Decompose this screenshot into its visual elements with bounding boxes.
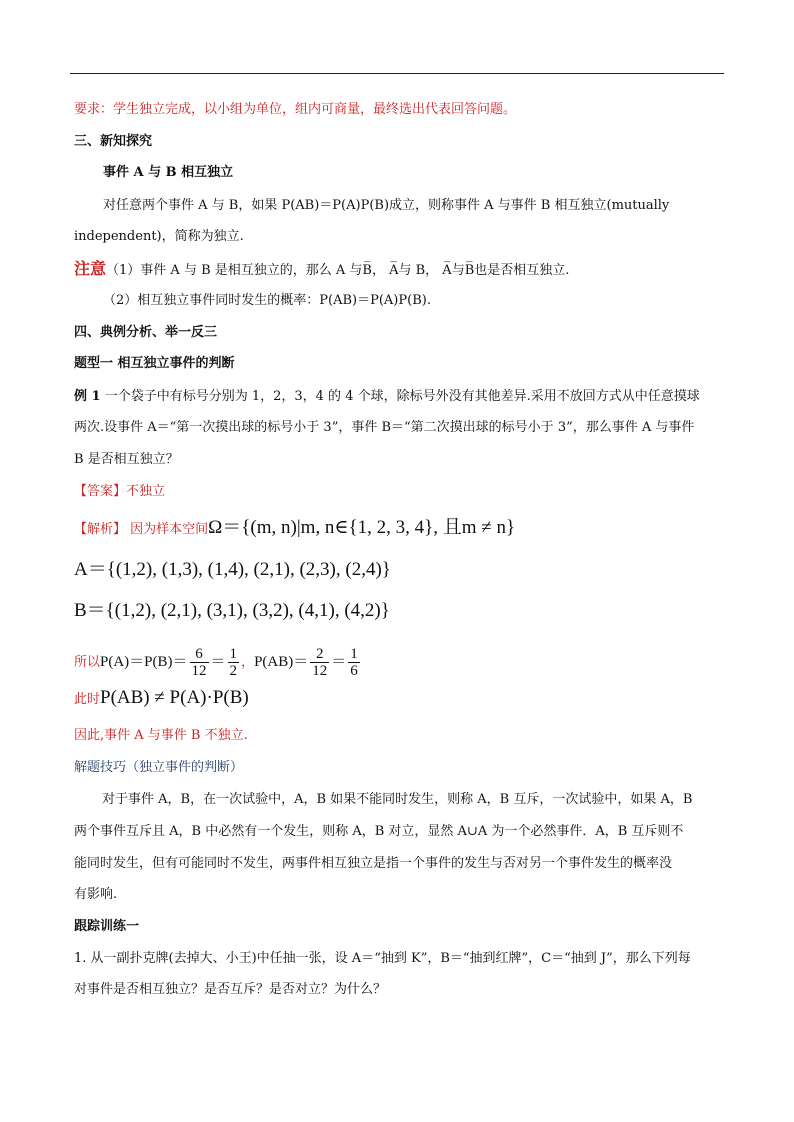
tip-line-2: 两个事件互斥且 A，B 中必然有一个发生，则称 A，B 对立，显然 A∪A 为一个必然事件．A，B 互斥则不 — [74, 824, 684, 839]
answer-label: 【答案】 — [74, 484, 127, 499]
example1-text-1: 一个袋子中有标号分别为 1，2，3，4 的 4 个球，除标号外没有其他差异.采用不放回方式从中任意摸球 — [100, 389, 700, 404]
fraction-denominator: 2 — [229, 663, 238, 679]
analysis-intro: 因为样本空间 — [130, 522, 209, 537]
analysis-label: 【解析】 — [74, 522, 127, 537]
note-line-1 — [74, 259, 569, 281]
example1-label: 例 1 — [74, 389, 101, 404]
tip-line-3: 能同时发生，但有可能同时不发生，两事件相互独立是指一个事件的发生与否对另一个事件发生的概率没 — [74, 856, 673, 871]
fraction-numerator: 2 — [310, 646, 329, 663]
example1-line-2: 两次.设事件 A＝“第一次摸出球的标号小于 3”，事件 B＝“第二次摸出球的标号小于 3”，那么事件 A 与事件 — [74, 420, 695, 435]
tip-title: 解题技巧（独立事件的判断） — [74, 760, 244, 775]
section3-heading: 三、新知探究 — [74, 134, 153, 149]
note-item-2: （2）相互独立事件同时发生的概率：P(AB)＝P(A)P(B). — [103, 293, 431, 308]
answer-line — [74, 482, 165, 502]
fraction-numerator: 1 — [229, 646, 238, 662]
fraction-6-12 — [190, 646, 209, 679]
practice-heading: 跟踪训练一 — [74, 919, 140, 934]
fraction-numerator: 1 — [350, 646, 358, 662]
note-item-1: （1）事件 A 与 B 是相互独立的，那么 A 与B̅， A̅与 B， A̅与B̅也是否相互独立. — [106, 263, 570, 278]
now-label: 此时 — [74, 692, 101, 707]
fraction-1-6 — [348, 646, 360, 679]
separator: ， — [241, 655, 255, 670]
analysis-line — [74, 518, 515, 540]
set-b-formula: B＝{(1,2), (2,1), (3,1), (3,2), (4,1), (4,2)} — [74, 600, 390, 621]
header-rule — [70, 73, 724, 74]
equals-sign: ＝ — [210, 654, 226, 670]
conclusion-text: 因此,事件 A 与事件 B 不独立. — [74, 728, 248, 743]
fraction-2-12 — [310, 646, 329, 679]
example1-line-1 — [74, 387, 700, 407]
probability-line — [74, 645, 362, 680]
so-label: 所以 — [74, 655, 101, 670]
answer-text: 不独立 — [126, 484, 166, 499]
equals-sign: ＝ — [331, 654, 347, 670]
example1-line-3: B 是否相互独立？ — [74, 452, 179, 467]
requirement-text: 要求：学生独立完成，以小组为单位，组内可商量，最终选出代表回答问题。 — [74, 102, 517, 117]
inequality-line — [74, 688, 249, 710]
sample-space-formula: Ω＝{(m, n)|m, n∈{1, 2, 3, 4}, 且m ≠ n} — [208, 517, 516, 538]
fraction-1-2 — [228, 646, 240, 679]
type1-heading: 题型一 相互独立事件的判断 — [74, 356, 235, 371]
tip-line-1: 对于事件 A，B，在一次试验中，A，B 如果不能同时发生，则称 A，B 互斥，一次试验中，如果 A，B — [102, 792, 693, 807]
definition-line-2: independent)，简称为独立. — [74, 229, 244, 244]
definition-line-1: 对任意两个事件 A 与 B，如果 P(AB)＝P(A)P(B)成立，则称事件 A 与事件 B 相互独立(mutually — [103, 198, 670, 213]
fraction-denominator: 12 — [191, 663, 207, 679]
inequality-formula: P(AB) ≠ P(A)·P(B) — [100, 687, 249, 708]
pab-left: P(AB)＝ — [254, 654, 309, 670]
practice-question-1-line-1: 1. 从一副扑克牌(去掉大、小王)中任抽一张，设 A＝“抽到 K”，B＝“抽到红牌”，C＝“抽到 J”，那么下列每 — [74, 951, 691, 966]
practice-question-1-line-2: 对事件是否相互独立？是否互斥？是否对立？为什么？ — [74, 982, 387, 997]
prob-left: P(A)＝P(B)＝ — [100, 654, 188, 670]
fraction-denominator: 12 — [312, 663, 328, 679]
set-a-formula: A＝{(1,2), (1,3), (1,4), (2,1), (2,3), (2,4)} — [74, 559, 391, 580]
fraction-numerator: 6 — [190, 646, 209, 663]
section4-heading: 四、典例分析、举一反三 — [74, 325, 218, 340]
fraction-denominator: 6 — [350, 663, 358, 679]
tip-line-4: 有影响. — [74, 887, 118, 902]
section3-subheading: 事件 A 与 B 相互独立 — [103, 165, 234, 180]
note-label: 注意 — [74, 259, 107, 278]
